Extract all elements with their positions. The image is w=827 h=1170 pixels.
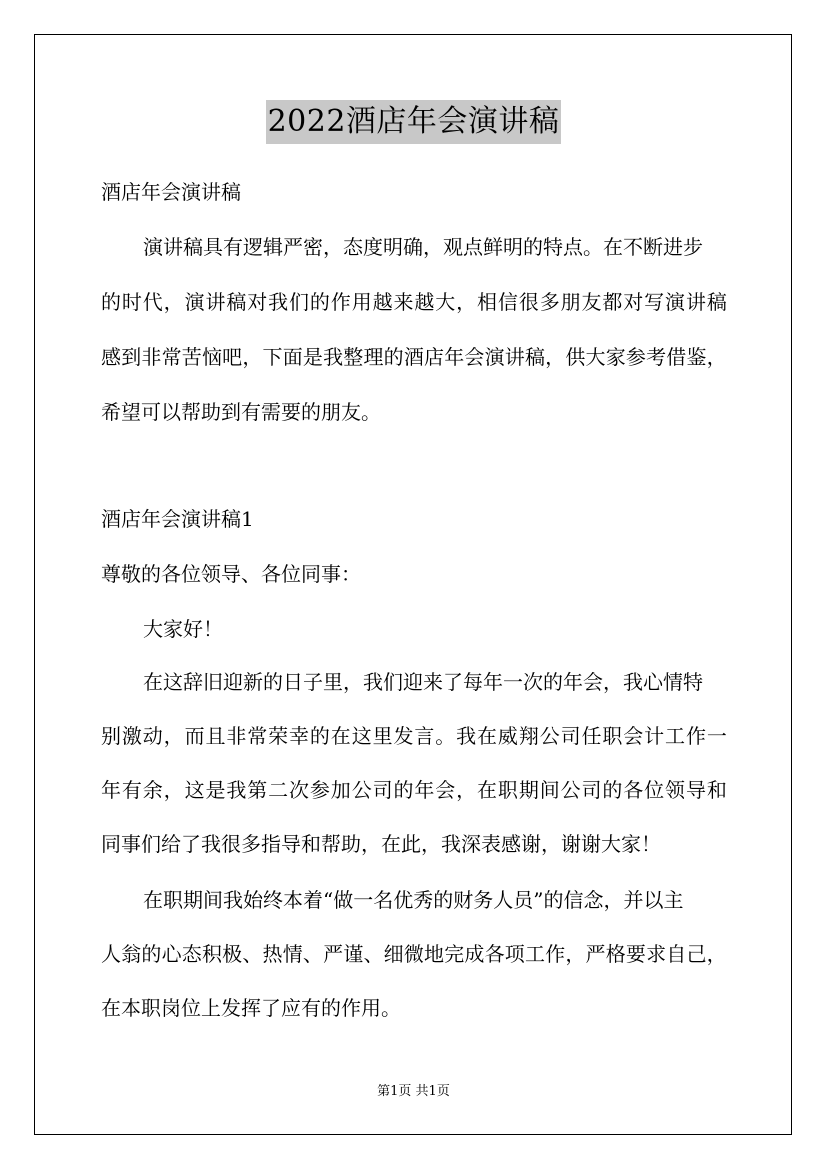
paragraph-line: 别 激 动 ， 而 且 非 常 荣 幸 的 在 这 里 发 言 。 我 在 威 翔 公 司 任 职 会 计 工 作 一 <box>101 724 727 748</box>
salutation: 尊敬的各位领导、各位同事： <box>101 562 361 586</box>
paragraph-line: 同事们给了我很多指导和帮助，在此，我深表感谢，谢谢大家！ <box>101 832 661 856</box>
document-title: 2022酒店年会演讲稿 <box>266 100 562 144</box>
title-container <box>0 100 827 144</box>
paragraph-line: 演讲稿具有逻辑严密，态度明确，观点鲜明的特点。在不断进步 <box>143 235 703 259</box>
intro-heading: 酒店年会演讲稿 <box>101 180 241 204</box>
page-number-footer: 第1页 共1页 <box>377 1084 450 1099</box>
paragraph-line: 在本职岗位上发挥了应有的作用。 <box>101 996 401 1020</box>
section-heading: 酒店年会演讲稿1 <box>101 507 254 531</box>
paragraph-line: 希望可以帮助到有需要的朋友。 <box>101 400 381 424</box>
paragraph-line: 人 翁 的 心 态 积 极 、 热 情 、 严 谨 、 细 微 地 完 成 各 项 工 作 ， 严 格 要 求 自 己 ， <box>101 942 727 966</box>
paragraph-line: 在职期间我始终本着“做一名优秀的财务人员”的信念，并以主 <box>143 888 684 912</box>
paragraph-line: 感 到 非 常 苦 恼 吧 ， 下 面 是 我 整 理 的 酒 店 年 会 演 讲 稿 ， 供 大 家 参 考 借 鉴 ， <box>101 345 727 369</box>
paragraph-line: 在这辞旧迎新的日子里，我们迎来了每年一次的年会，我心情特 <box>143 670 703 694</box>
paragraph-line: 年 有 余 ， 这 是 我 第 二 次 参 加 公 司 的 年 会 ， 在 职 期 间 公 司 的 各 位 领 导 和 <box>101 778 727 802</box>
greeting: 大家好！ <box>143 617 223 641</box>
paragraph-line: 的 时 代 ， 演 讲 稿 对 我 们 的 作 用 越 来 越 大 ， 相 信 很 多 朋 友 都 对 写 演 讲 稿 <box>101 290 727 314</box>
